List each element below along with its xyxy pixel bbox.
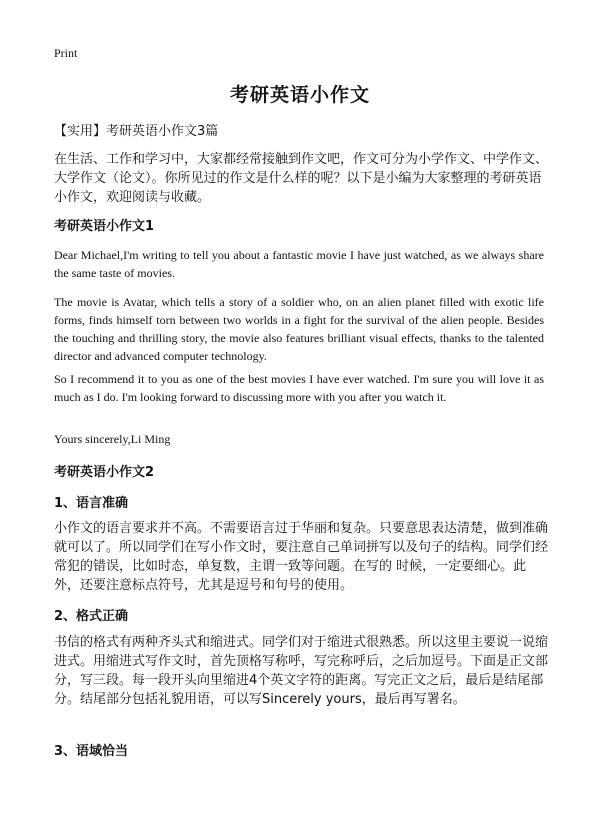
section1-heading: 考研英语小作文1: [54, 219, 155, 234]
intro-paragraph: 在生活、工作和学习中，大家都经常接触到作文吧，作文可分为小学作文、中学作文、大学作文（论文）。你所见过的作文是什么样的呢？以下是小编为大家整理的考研英语小作文，欢迎阅读与收藏。: [54, 152, 549, 205]
section1-paragraph-3: So I recommend it to you as one of the best movies I have ever watched. I'm sure you will love it as much as I do. I'm looking forward to discussing more with you after you watch it.: [54, 372, 544, 404]
section2-item2-text: 书信的格式有两种齐头式和缩进式。同学们对于缩进式很熟悉。所以这里主要说一说缩进式。用缩进式写作文时，首先顶格写称呼，写完称呼后，之后加逗号。下面是正文部分，写三段。每一段开头向里缩进4个英文字符的距离。写完正文之后，最后是结尾部分。结尾部分包括礼貌用语，可以写Sincerely yours，最后再写署名。: [54, 635, 549, 707]
section2-item1-text: 小作文的语言要求并不高。不需要语言过于华丽和复杂。只要意思表达清楚，做到准确就可以了。所以同学们在写小作文时，要注意自己单词拼写以及句子的结构。同学们经常犯的错误，比如时态，单复数，主谓一致等问题。在写的 时候，一定要细心。此外，还要注意标点符号，尤其是逗号和句号的使用。: [54, 521, 549, 593]
section1-paragraph-1: Dear Michael,I'm writing to tell you about a fantastic movie I have just watched, as we always share the same taste of movies.: [54, 248, 544, 280]
section2-heading: 考研英语小作文2: [54, 465, 155, 480]
section1-closing: Yours sincerely,Li Ming: [54, 432, 171, 446]
section2-item3-heading: 3、语域恰当: [54, 744, 129, 759]
page-title: 考研英语小作文: [229, 84, 370, 106]
print-label[interactable]: Print: [54, 46, 78, 60]
subtitle: 【实用】考研英语小作文3篇: [54, 124, 219, 139]
section2-item1-heading: 1、语言准确: [54, 496, 129, 511]
section1-paragraph-2: The movie is Avatar, which tells a story of a soldier who, on an alien planet filled with exotic life forms, finds himself torn between two worlds in a fight for the survival of the alien people. Besides the touching and thrilling story, the movie also features brilliant visual effects, thanks to the talented director and advanced computer technology.: [54, 295, 544, 363]
section2-item2-heading: 2、格式正确: [54, 609, 129, 624]
